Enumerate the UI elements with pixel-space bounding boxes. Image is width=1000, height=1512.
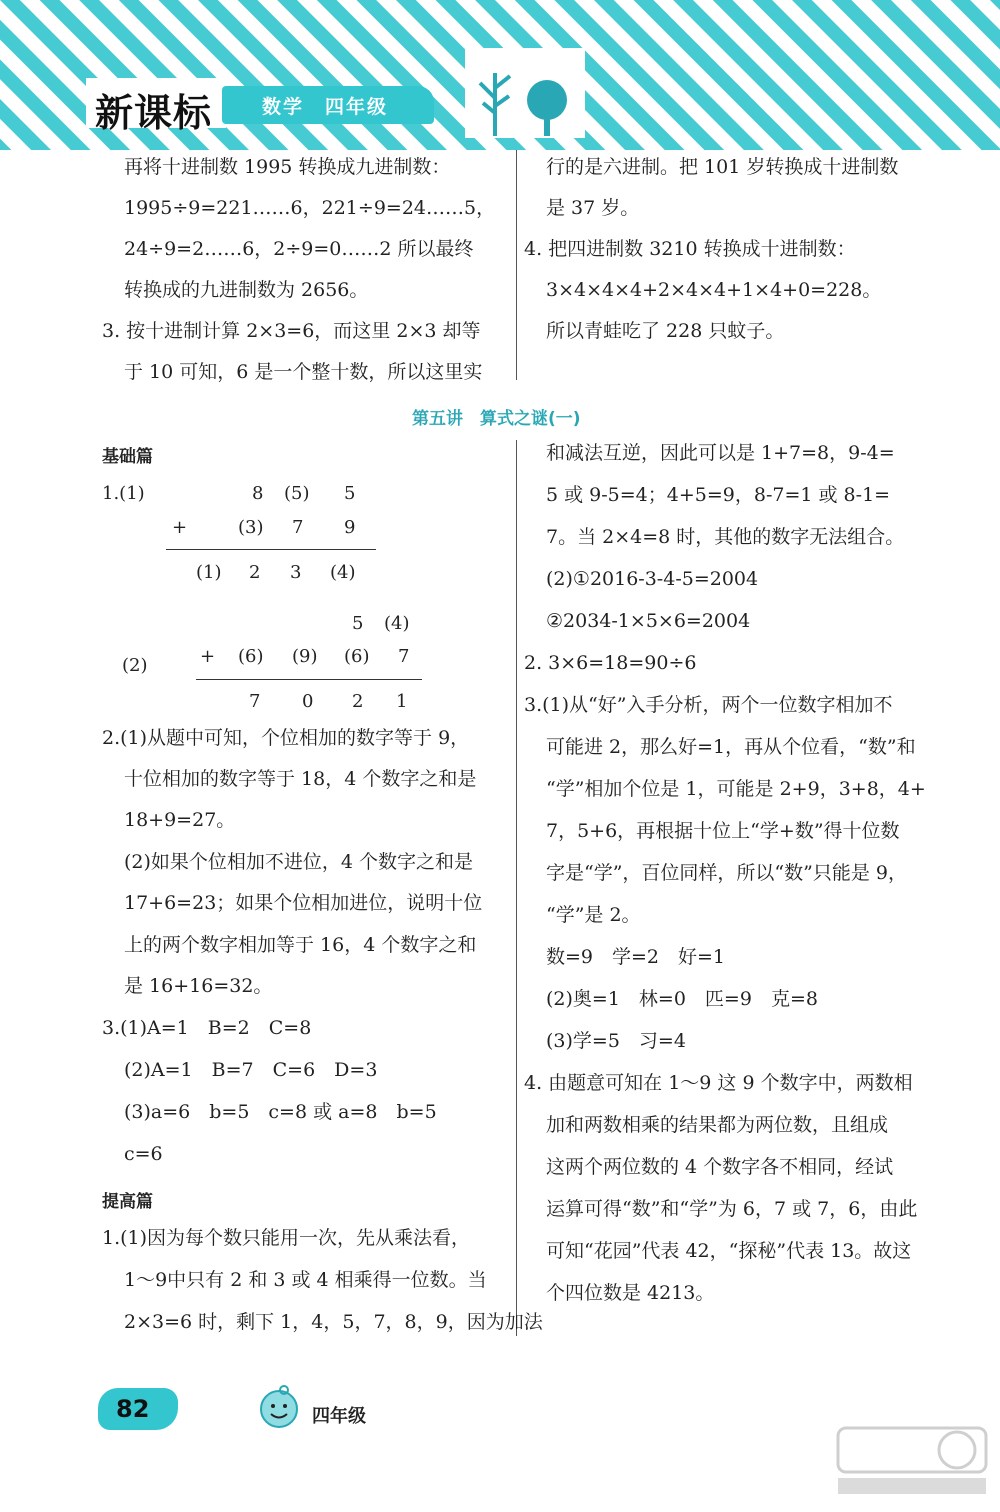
section-heading-advanced: 提高篇 (102, 1192, 153, 1212)
text-line: 所以青蛙吃了 228 只蚊子。 (546, 320, 785, 342)
text-line: 5 或 9-5=4；4+5=9，8-7=1 或 8-1= (546, 484, 891, 506)
text-line: (2)A=1 B=7 C=6 D=3 (124, 1059, 378, 1081)
smiley-mascot-icon (256, 1384, 302, 1430)
digit: (6) (238, 646, 264, 667)
text-line: (2)奥=1 林=0 匹=9 克=8 (546, 988, 818, 1010)
digit: 1 (396, 691, 408, 712)
text-line: 3.(1)A=1 B=2 C=8 (102, 1017, 312, 1039)
text-line: 3×4×4×4+2×4×4+1×4+0=228。 (546, 279, 882, 301)
text-line: 可能进 2，那么好=1，再从个位看，“数”和 (546, 736, 916, 758)
lecture-title: 第五讲 算式之谜(一) (412, 409, 581, 429)
text-line: 4. 由题意可知在 1～9 这 9 个数字中，两数相 (524, 1072, 913, 1094)
text-line: 是 16+16=32。 (124, 975, 273, 997)
text-line: 上的两个数字相加等于 16，4 个数字之和 (124, 934, 477, 956)
text-line: 这两个两位数的 4 个数字各不相同，经试 (546, 1156, 894, 1178)
text-line: 18+9=27。 (124, 809, 236, 831)
digit: (9) (292, 646, 318, 667)
digit: (5) (284, 483, 310, 504)
text-line: 十位相加的数字等于 18，4 个数字之和是 (124, 768, 477, 790)
section-heading-basic: 基础篇 (102, 447, 153, 467)
column-divider-top (516, 150, 517, 380)
puzzle-label: (2) (122, 655, 148, 676)
text-line: 2.(1)从题中可知，个位相加的数字等于 9， (102, 727, 470, 749)
subject-label: 数学 四年级 (262, 96, 389, 118)
text-line: 个四位数是 4213。 (546, 1282, 715, 1304)
digit: 7 (398, 646, 410, 667)
text-line: 7。当 2×4=8 时，其他的数字无法组合。 (546, 526, 905, 548)
text-line: 再将十进制数 1995 转换成九进制数： (124, 156, 451, 178)
text-line: 1～9中只有 2 和 3 或 4 相乘得一位数。当 (124, 1269, 487, 1291)
sum-rule (196, 679, 422, 680)
digit: 7 (292, 517, 304, 538)
text-line: 17+6=23；如果个位相加进位，说明十位 (124, 892, 483, 914)
plus-sign: + (200, 646, 216, 667)
text-line: 运算可得“数”和“学”为 6，7 或 7，6，由此 (546, 1198, 918, 1220)
digit: 0 (302, 691, 314, 712)
text-line: 7，5+6，再根据十位上“学+数”得十位数 (546, 820, 900, 842)
digit: (6) (344, 646, 370, 667)
digit: 8 (252, 483, 264, 504)
grade-label: 四年级 (312, 1406, 366, 1427)
text-line: 4. 把四进制数 3210 转换成十进制数： (524, 238, 856, 260)
digit: 5 (344, 483, 356, 504)
column-divider-bottom (516, 440, 517, 1336)
digit: 2 (352, 691, 364, 712)
puzzle-label: 1.(1) (102, 483, 145, 504)
digit: 9 (344, 517, 356, 538)
text-line: 2. 3×6=18=90÷6 (524, 652, 697, 674)
text-line: 是 37 岁。 (546, 197, 640, 219)
plus-sign: + (172, 517, 188, 538)
tree-icon (465, 48, 585, 138)
digit: (1) (196, 562, 222, 583)
digit: (4) (384, 613, 410, 634)
digit: 3 (290, 562, 302, 583)
text-line: 行的是六进制。把 101 岁转换成十进制数 (546, 156, 899, 178)
text-line: (2)①2016-3-4-5=2004 (546, 568, 759, 590)
page-number: 82 (116, 1395, 150, 1423)
text-line: 和减法互逆，因此可以是 1+7=8，9-4= (546, 442, 895, 464)
text-line: “学”是 2。 (546, 904, 641, 926)
digit: 2 (249, 562, 261, 583)
sum-rule (166, 549, 376, 550)
text-line: (3)a=6 b=5 c=8 或 a=8 b=5 (124, 1101, 437, 1123)
digit: 5 (352, 613, 364, 634)
text-line: 3. 按十进制计算 2×3=6，而这里 2×3 却等 (102, 320, 481, 342)
digit: 7 (249, 691, 261, 712)
digit: (4) (330, 562, 356, 583)
text-line: 字是“学”，百位同样，所以“数”只能是 9， (546, 862, 907, 884)
brand-title: 新课标 (95, 91, 213, 135)
text-line: (2)如果个位相加不进位，4 个数字之和是 (124, 851, 474, 873)
text-line: “学”相加个位是 1，可能是 2+9，3+8，4+ (546, 778, 926, 800)
text-line: 加和两数相乘的结果都为两位数，且组成 (546, 1114, 889, 1136)
text-line: 2×3=6 时，剩下 1，4，5，7，8，9，因为加法 (124, 1311, 543, 1333)
text-line: ②2034-1×5×6=2004 (546, 610, 751, 632)
digit: (3) (238, 517, 264, 538)
text-line: 3.(1)从“好”入手分析，两个一位数字相加不 (524, 694, 893, 716)
watermark-logo (832, 1420, 992, 1500)
text-line: 1.(1)因为每个数只能用一次，先从乘法看， (102, 1227, 471, 1249)
text-line: 24÷9=2……6，2÷9=0……2 所以最终 (124, 238, 474, 260)
text-line: 可知“花园”代表 42，“探秘”代表 13。故这 (546, 1240, 912, 1262)
text-line: 于 10 可知，6 是一个整十数，所以这里实 (124, 361, 483, 383)
text-line: c=6 (124, 1143, 163, 1165)
text-line: (3)学=5 习=4 (546, 1030, 686, 1052)
text-line: 1995÷9=221……6，221÷9=24……5， (124, 197, 496, 219)
text-line: 转换成的九进制数为 2656。 (124, 279, 369, 301)
text-line: 数=9 学=2 好=1 (546, 946, 726, 968)
